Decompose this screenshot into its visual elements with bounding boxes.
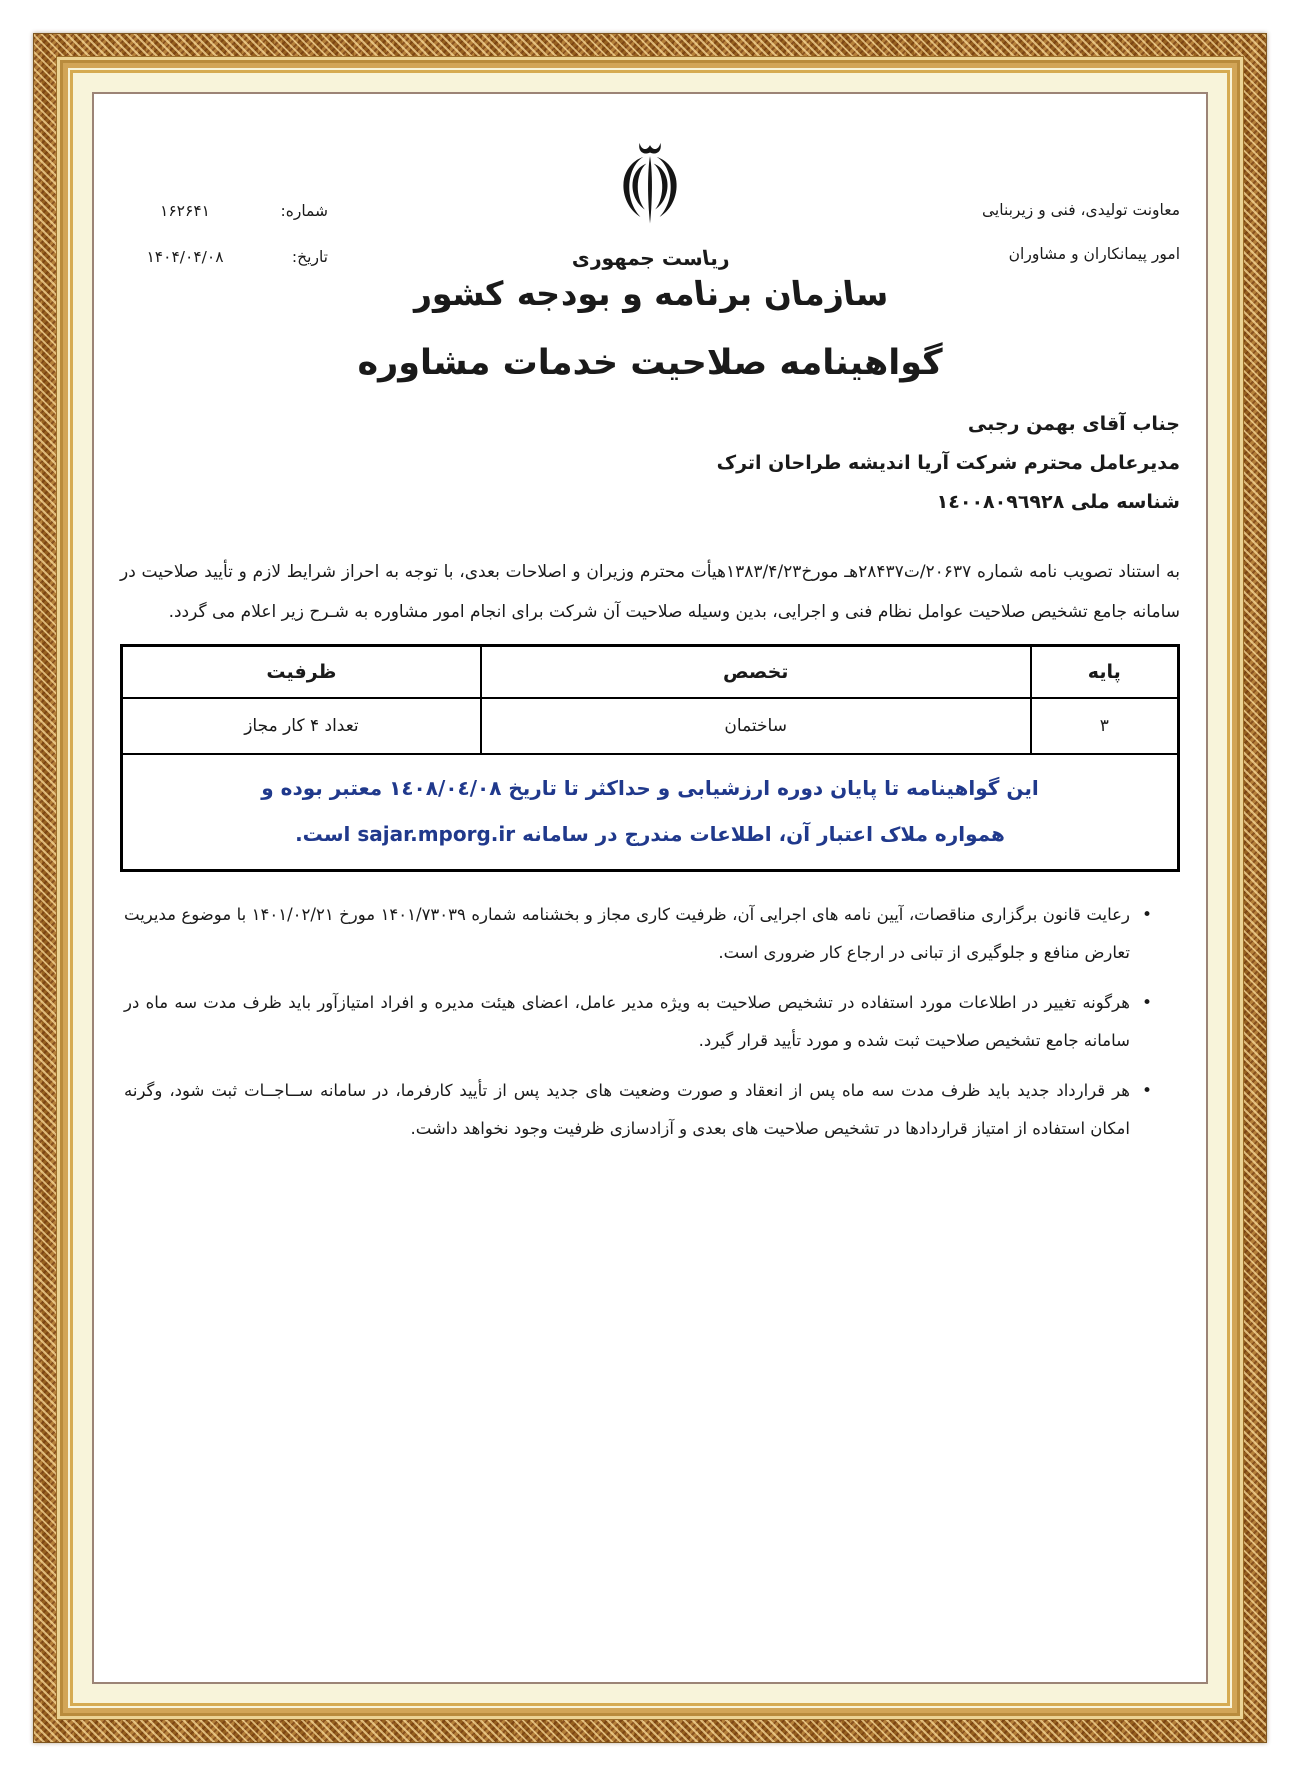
recipient-role-company: مدیرعامل محترم شرکت آریا اندیشه طراحان اترک <box>716 452 1180 474</box>
recipient-name: جناب آقای بهمن رجبی <box>967 413 1180 435</box>
recipient-block <box>120 405 1180 522</box>
body-paragraph: به استناد تصویب نامه شماره ۲۰۶۳۷/ت۲۸۴۳۷هـ مورخ۱۳۸۳/۴/۲۳هیأت محترم وزیران و اصلاحات بعدی، با توجه به احراز شرایط لازم و تأیید صلاحیت در سامانه جامع تشخیص صلاحیت عوامل نظام فنی و اجرایی، بدین وسیله صلاحیت آن شرکت برای انجام امور مشاوره به شـرح زیر اعلام می گردد. <box>120 562 1180 622</box>
letter-number-value: ۱۶۲۶۴۱ <box>160 202 210 220</box>
notes-list <box>120 896 1180 1148</box>
column-header-grade: پایه <box>1031 646 1179 698</box>
bullet-icon: • <box>1141 992 1152 1013</box>
specialty-value: ساختمان <box>481 698 1031 754</box>
department-block <box>910 136 1180 276</box>
list-item <box>124 984 1152 1060</box>
bullet-icon: • <box>1141 904 1152 925</box>
list-item <box>124 896 1152 972</box>
letter-date-row <box>120 234 390 280</box>
column-header-specialty: تخصص <box>481 646 1031 698</box>
emblem-block <box>390 136 910 313</box>
gilt-frame-gold-band <box>56 56 1244 1720</box>
validity-cell <box>122 754 1179 871</box>
gilt-frame-outer-band <box>33 33 1267 1743</box>
list-item <box>124 1072 1152 1148</box>
certificate-content <box>92 92 1208 1684</box>
certificate-title: گواهینامه صلاحیت خدمات مشاوره <box>357 343 943 383</box>
letter-date-value: ۱۴۰۴/۰۴/۰۸ <box>146 248 224 266</box>
department-line-1: معاونت تولیدی، فنی و زیربنایی <box>981 201 1180 219</box>
grade-value: ۳ <box>1031 698 1179 754</box>
gilt-frame-cream-mat <box>68 68 1232 1708</box>
qualification-table <box>120 644 1180 872</box>
column-header-capacity: ظرفیت <box>122 646 481 698</box>
table-header-row <box>122 646 1179 698</box>
letter-meta <box>120 136 390 280</box>
letterhead <box>120 136 1180 313</box>
letter-number-label: شماره: <box>280 202 328 220</box>
organization-name: سازمان برنامه و بودجه کشور <box>410 274 890 313</box>
presidency-caption: ریاست جمهوری <box>569 246 731 270</box>
validity-row <box>122 754 1179 871</box>
letter-date-label: تاریخ: <box>291 248 328 266</box>
note-text-1: رعایت قانون برگزاری مناقصات، آیین نامه های اجرایی آن، ظرفیت کاری مجاز و بخشنامه شماره ۱۴۰۱/۷۳۰۳۹ مورخ ۱۴۰۱/۰۲/۲۱ با موضوع مدیریت تعارض منافع و جلوگیری از تبانی در ارجاع کار ضروری است. <box>124 904 1130 962</box>
recipient-national-id: شناسه ملی ۱٤۰۰۸۰۹٦۹۲۸ <box>936 491 1180 513</box>
letter-number-row <box>120 188 390 234</box>
note-text-2: هرگونه تغییر در اطلاعات مورد استفاده در تشخیص صلاحیت به ویژه مدیر عامل، اعضای هیئت مدیره و افراد امتیازآور باید ظرف مدت سه ماه در سامانه جامع تشخیص صلاحیت ثبت شده و مورد تأیید قرار گیرد. <box>124 992 1130 1050</box>
bullet-icon: • <box>1141 1080 1152 1101</box>
department-line-2: امور پیمانکاران و مشاوران <box>1008 245 1180 263</box>
capacity-value: تعداد ۴ کار مجاز <box>122 698 481 754</box>
validity-line-2: همواره ملاک اعتبار آن، اطلاعات مندرج در سامانه sajar.mporg.ir است. <box>295 821 1005 846</box>
note-text-3: هر قرارداد جدید باید ظرف مدت سه ماه پس از انعقاد و صورت وضعیت های جدید پس از تأیید کارفرما، در سامانه ســاجــات ثبت شود، وگرنه امکان استفاده از امتیاز قراردادها در تشخیص صلاحیت های بعدی و آزادسازی ظرفیت وجود نخواهد داشت. <box>124 1080 1130 1138</box>
table-row <box>122 698 1179 754</box>
iran-emblem-icon <box>613 136 687 240</box>
validity-line-1: این گواهینامه تا پایان دوره ارزشیابی و حداکثر تا تاریخ ۱٤۰۸/۰٤/۰۸ معتبر بوده و <box>261 775 1039 800</box>
